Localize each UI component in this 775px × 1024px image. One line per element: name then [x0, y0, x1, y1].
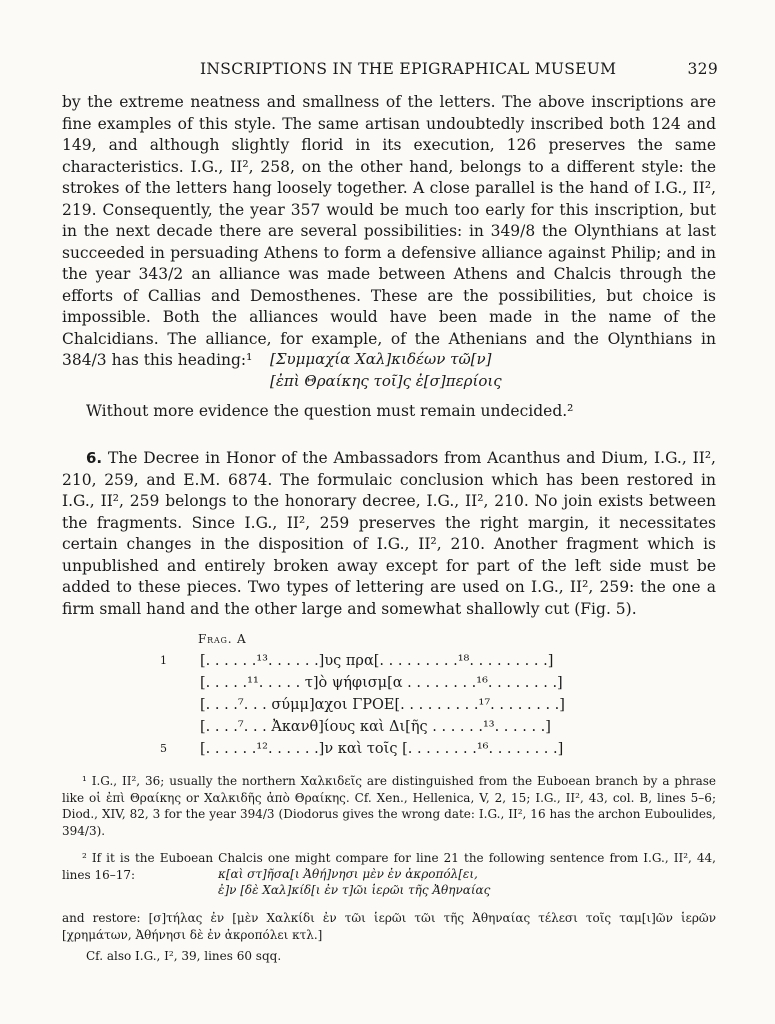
section-6-paragraph — [62, 448, 716, 620]
footnote-2: ² If it is the Euboean Chalcis one might compare for line 21 the following sentence from I.G., II², 44, lines 16–17: — [62, 851, 716, 882]
header-title: INSCRIPTIONS IN THE EPIGRAPHICAL MUSEUM — [200, 60, 617, 78]
undecided-sentence: Without more evidence the question must remain undecided.² — [86, 402, 574, 420]
footnote-2-restore: and restore: [σ]τήλας ἐν [μὲν Χαλκίδι ἐν τῶι ἱερῶι τῶι τῆς Ἀθηναίας τέλεσι τοῖς ταμ[ι]ῶν ἱερῶν [χρημάτων, Ἀθήνησι δὲ ἐν ἀκροπόλει κτλ.] — [62, 911, 716, 942]
section-number: 6. — [86, 449, 103, 467]
line-text: [. . . . .¹¹. . . . . τ]ὸ ψήφισμ[α . . . . . . . .¹⁶. . . . . . . .] — [200, 675, 563, 691]
fragment-label: Frag. A — [198, 632, 247, 646]
greek-heading-line-2: [ἐπὶ Θραίκης τοῖ]ς ἐ[σ]περίοις — [270, 372, 502, 390]
line-text: [. . . .⁷. . . σύμμ]αχοι ΓΡΟΕ[. . . . . . . . .¹⁷. . . . . . . .] — [200, 697, 565, 713]
footnote-2-cf: Cf. also I.G., I², 39, lines 60 sqq. — [86, 949, 282, 963]
line-number: 1 — [160, 654, 167, 667]
line-number: 5 — [160, 742, 167, 755]
line-text: [. . . . . .¹². . . . . .]ν καὶ τοῖς [. . . . . . . .¹⁶. . . . . . . .] — [200, 741, 564, 757]
footnote-2-greek-quote — [218, 866, 490, 898]
paragraph-1: by the extreme neatness and smallness of the letters. The above inscriptions are fine examples of this style. The same artisan undoubtedly inscribed both 124 and 149, and although slightly florid in its execution, 126 preserves the same characteristics. I.G., II², 258, on the other hand, belongs to a different style: the strokes of the letters hang loosely together. A close parallel is the hand of I.G., II², 219. Consequently, the year 357 would be much too early for this inscription, but in the next decade there are several possibilities: in 349/8 the Olynthians at last succeeded in persuading Athens to form a defensive alliance against Philip; and in the year 343/2 an alliance was made between Athens and Chalcis through the efforts of Callias and Demosthenes. These are the possibilities, but choice is impossible. Both the alliances would have been made in the name of the Chalcidians. The alliance, for example, of the Athenians and the Olynthians in 384/3 has this heading:¹ — [62, 93, 716, 369]
line-text: [. . . . . .¹³. . . . . .]υς πρα[. . . . . . . . .¹⁸. . . . . . . . .] — [200, 653, 554, 669]
footnote-2-greek-line-1: κ[αὶ στ]ῆσα[ι Ἀθή]νησι μὲν ἐν ἀκροπόλ[ει, — [218, 867, 478, 881]
page-number: 329 — [687, 60, 718, 78]
section-6-text: The Decree in Honor of the Ambassadors from Acanthus and Dium, I.G., II², 210, 259, and E.M. 6874. The formulaic conclusion which has been restored in I.G., II², 259 belongs to the honorary decree, I.G., II², 210. No join exists between the fragments. Since I.G., II², 259 preserves the right margin, it necessitates certain changes in the disposition of I.G., II², 210. Another fragment which is unpublished and entirely broken away except for part of the left side must be added to these pieces. Two types of lettering are used on I.G., II², 259: the one a firm small hand and the other large and somewhat shallowly cut (Fig. 5). — [62, 449, 716, 618]
greek-heading-line-1: [Συμμαχία Χαλ]κιδέων τῶ[ν] — [270, 350, 492, 368]
greek-heading — [270, 348, 502, 392]
footnote-2-greek-line-2: ἐ]ν [δὲ Χαλ]κίδ[ι ἐν τ]ῶι ἱερῶι τῆς Ἀθηναίας — [218, 883, 491, 897]
line-text: [. . . .⁷. . . Ἀκανθ]ίους καὶ Δι[ῆς . . . . . .¹³. . . . . .] — [200, 719, 551, 735]
footnote-1: ¹ I.G., II², 36; usually the northern Χαλκιδεῖς are distinguished from the Euboean branch by a phrase like οἱ ἐπὶ Θραίκης or Χαλκιδῆς ἀπὸ Θραίκης. Cf. Xen., Hellenica, V, 2, 15; I.G., II², 43, col. B, lines 5–6; Diod., XIV, 82, 3 for the year 394/3 (Diodorus gives the wrong date: I.G., II², 16 has the archon Euboulides, 394/3). — [62, 774, 716, 838]
